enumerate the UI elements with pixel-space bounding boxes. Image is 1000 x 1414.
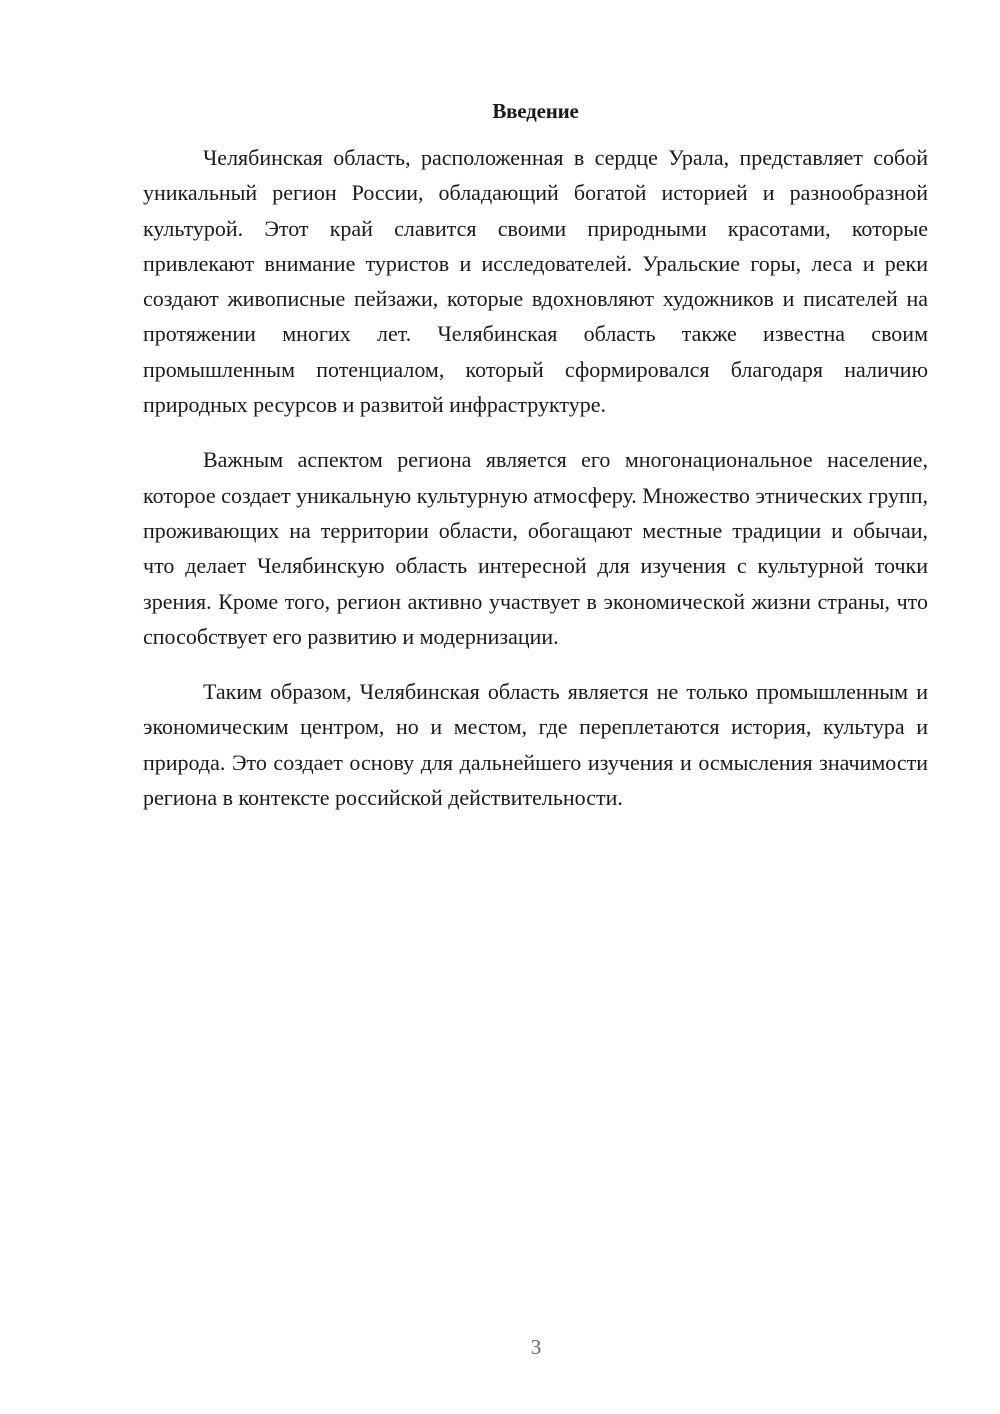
- paragraph-3: Таким образом, Челябинская область является не только промышленным и экономическим центром, но и местом, где переплетаются история, культура и природа. Это создает основу для дальнейшего изучения и осмысления значимости региона в контексте российской действительности.: [143, 679, 928, 811]
- page-number: 3: [530, 1335, 542, 1359]
- paragraph-2: Важным аспектом региона является его многонациональное население, которое создает уникальную культурную атмосферу. Множество этнических групп, проживающих на территории области, обогащают местные традиции и обычаи, что делает Челябинскую область интересной для изучения с культурной точки зрения. Кроме того, регион активно участвует в экономической жизни страны, что способствует его развитию и модернизации.: [143, 447, 928, 649]
- section-title: Введение: [492, 99, 579, 123]
- document-body: [143, 96, 928, 835]
- paragraph-1: Челябинская область, расположенная в сердце Урала, представляет собой уникальный регион России, обладающий богатой историей и разнообразной культурой. Этот край славится своими природными красотами, которые привлекают внимание туристов и исследователей. Уральские горы, леса и реки создают живописные пейзажи, которые вдохновляют художников и писателей на протяжении многих лет. Челябинская область также известна своим промышленным потенциалом, который сформировался благодаря наличию природных ресурсов и развитой инфраструктуре.: [143, 145, 928, 418]
